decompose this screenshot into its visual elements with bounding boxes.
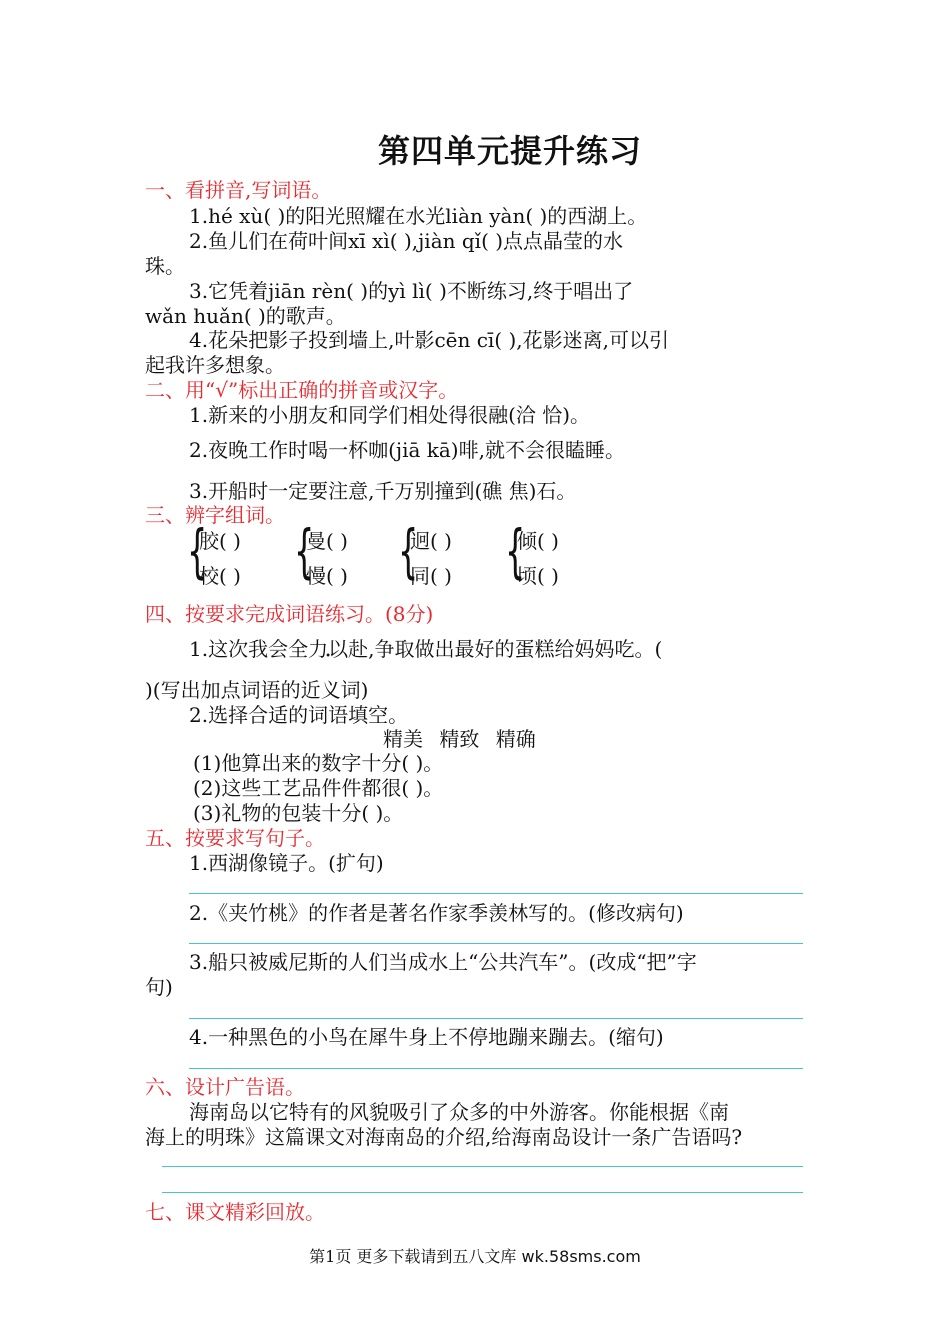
word-group-top: 曼( ) [306, 529, 348, 553]
section-7-heading: 七、课文精彩回放。 [145, 1200, 325, 1224]
brace-icon: { [398, 517, 419, 585]
word-group-bottom: 顷( ) [517, 564, 559, 588]
s2-question-1: 1.新来的小朋友和同学们相处得很融(洽 恰)。 [189, 403, 591, 427]
s2-question-2: 2.夜晚工作时喝一杯咖(jiā kā)啡,就不会很瞌睡。 [189, 438, 625, 462]
s2-question-3: 3.开船时一定要注意,千万别撞到(礁 焦)石。 [189, 479, 577, 503]
answer-line[interactable] [189, 943, 803, 944]
footer-text: 第1页 更多下载请到五八文库 [309, 1247, 517, 1266]
s1-question-1: 1.hé xù( )的阳光照耀在水光liàn yàn( )的西湖上。 [189, 204, 648, 228]
s6-prompt-line-1: 海南岛以它特有的风貌吸引了众多的中外游客。你能根据《南 [189, 1100, 729, 1124]
section-4-heading: 四、按要求完成词语练习。(8分) [145, 602, 434, 626]
fill-blank-1: (1)他算出来的数字十分( )。 [193, 751, 444, 775]
s5-question-3-cont: 句) [145, 975, 173, 999]
s5-question-4: 4.一种黑色的小鸟在犀牛身上不停地蹦来蹦去。(缩句) [189, 1025, 664, 1049]
section-1-heading: 一、看拼音,写词语。 [145, 178, 332, 202]
brace-icon: { [187, 517, 208, 585]
answer-line[interactable] [189, 893, 803, 894]
s1-question-4-cont: 起我许多想象。 [145, 353, 285, 377]
s5-question-1: 1.西湖像镜子。(扩句) [189, 851, 384, 875]
word-group-top: 胶( ) [199, 529, 241, 553]
answer-line[interactable] [162, 1192, 803, 1193]
s1-question-3: 3.它凭着jiān rèn( )的yì lì( )不断练习,终于唱出了 [189, 279, 634, 303]
section-5-heading: 五、按要求写句子。 [145, 826, 325, 850]
word-group-bottom: 慢( ) [306, 564, 348, 588]
brace-icon: { [505, 517, 526, 585]
section-2-heading: 二、用“√”标出正确的拼音或汉字。 [145, 378, 459, 402]
s4-question-1 [189, 633, 662, 662]
s5-question-2: 2.《夹竹桃》的作者是著名作家季羡林写的。(修改病句) [189, 901, 684, 925]
section-3-heading: 三、辨字组词。 [145, 503, 285, 527]
s1-question-3-cont: wǎn huǎn( )的歌声。 [145, 304, 346, 328]
s4-question-2: 2.选择合适的词语填空。 [189, 703, 409, 727]
word-group-bottom: 同( ) [410, 564, 452, 588]
fill-blank-2: (2)这些工艺品件件都很( )。 [193, 776, 444, 800]
word-group-bottom: 校( ) [199, 564, 241, 588]
s1-question-4: 4.花朵把影子投到墙上,叶影cēn cī( ),花影迷离,可以引 [189, 328, 669, 352]
answer-line[interactable] [189, 1018, 803, 1019]
page-footer [0, 1244, 950, 1267]
page-title: 第四单元提升练习 [377, 132, 642, 170]
s1-question-2-cont: 珠。 [145, 254, 185, 278]
s4-q1-suffix: ,争取做出最好的蛋糕给妈妈吃。( [368, 637, 663, 661]
answer-line[interactable] [162, 1166, 803, 1167]
s4-q1-prefix: 1.这次我会 [189, 637, 289, 661]
s6-prompt-line-2: 海上的明珠》这篇课文对海南岛的介绍,给海南岛设计一条广告语吗? [145, 1125, 743, 1149]
answer-line[interactable] [189, 1068, 803, 1069]
footer-link[interactable]: wk.58sms.com [521, 1247, 641, 1266]
s5-question-3: 3.船只被威尼斯的人们当成水上“公共汽车”。(改成“把”字 [189, 950, 697, 974]
word-group-top: 迥( ) [410, 529, 452, 553]
word-choices: 精美 精致 精确 [383, 727, 536, 751]
brace-icon: { [294, 517, 315, 585]
emphasized-phrase: 全力以赴 [288, 637, 369, 661]
fill-blank-3: (3)礼物的包装十分( )。 [193, 801, 404, 825]
s4-question-1-cont: )(写出加点词语的近义词) [145, 678, 369, 702]
s1-question-2: 2.鱼儿们在荷叶间xī xì( ),jiàn qǐ( )点点晶莹的水 [189, 229, 624, 253]
section-6-heading: 六、设计广告语。 [145, 1075, 305, 1099]
word-group-top: 倾( ) [517, 529, 559, 553]
